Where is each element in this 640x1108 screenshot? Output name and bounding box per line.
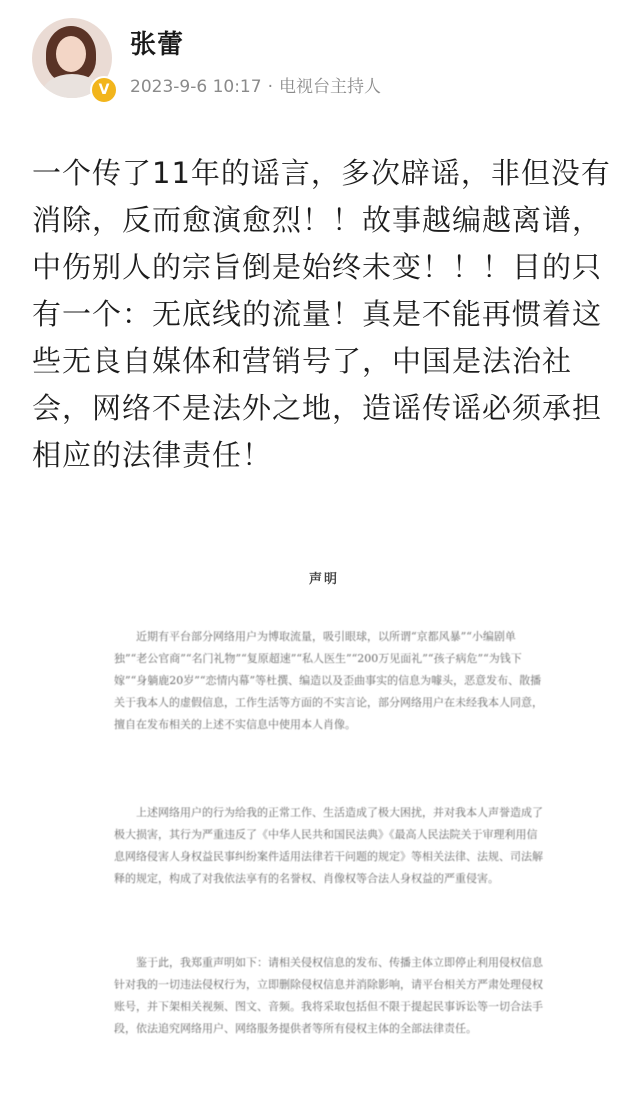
- post-body-text: 一个传了11年的谣言，多次辟谣，非但没有消除，反而愈演愈烈！！故事越编越离谱，中伤别人的宗旨倒是始终未变！！！目的只有一个：无底线的流量！真是不能再惯着这些无良自媒体和营销号了，中国是法治社会，网络不是法外之地，造谣传谣必须承担相应的法律责任！: [32, 156, 611, 472]
- statement-paragraph: 近期有平台部分网络用户为博取流量，吸引眼球，以所谓“京都风暴”“小编剧单独”“老公官商”“名门礼物”“复原超速”“私人医生”“200万见面礼”“孩子病危”“为钱下嫁”“身躺鹿20岁”“恋情内幕”等杜撰、编造以及歪曲事实的信息为噱头，恶意发布、散播关于我本人的虚假信息，工作生活等方面的不实言论，部分网络用户在未经我本人同意，擅自在发布相关的上述不实信息中使用本人肖像。: [114, 630, 543, 731]
- post-header: [32, 18, 612, 108]
- meta-separator: ·: [267, 77, 273, 97]
- post-datetime: 2023-9-6 10:17: [130, 77, 262, 97]
- statement-image[interactable]: [74, 540, 574, 1100]
- verified-badge-icon: V: [90, 76, 118, 104]
- post-meta: [130, 72, 381, 97]
- author-name[interactable]: 张蕾: [130, 30, 185, 60]
- author-role: 电视台主持人: [278, 77, 381, 97]
- avatar-face-shape: [56, 36, 86, 72]
- statement-paragraph: 上述网络用户的行为给我的正常工作、生活造成了极大困扰，并对我本人声誉造成了极大损害，其行为严重违反了《中华人民共和国民法典》《最高人民法院关于审理利用信息网络侵害人身权益民事纠纷案件适用法律若干问题的规定》等相关法律、法规、司法解释的规定，构成了对我依法享有的名誉权、肖像权等合法人身权益的严重侵害。: [114, 806, 543, 885]
- statement-paragraph: 鉴于此，我郑重声明如下：请相关侵权信息的发布、传播主体立即停止利用侵权信息针对我的一切违法侵权行为，立即删除侵权信息并消除影响，请平台相关方严肃处理侵权账号，并下架相关视频、图文、音频。我将采取包括但不限于提起民事诉讼等一切合法手段，依法追究网络用户、网络服务提供者等所有侵权主体的全部法律责任。: [114, 956, 543, 1035]
- statement-title: 声明: [308, 572, 339, 587]
